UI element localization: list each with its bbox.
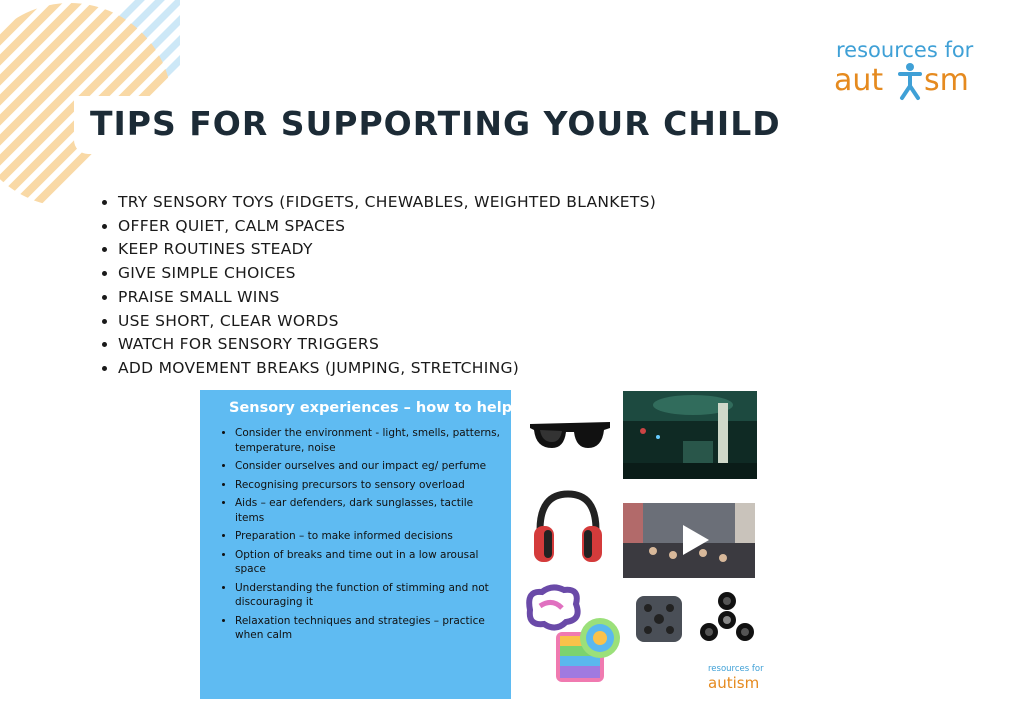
- tip-item: • PRAISE SMALL WINS: [118, 286, 656, 310]
- slide-list-item: • Option of breaks and time out in a low arousal space: [235, 548, 500, 577]
- slide-list-item: • Relaxation techniques and strategies – practice when calm: [235, 614, 500, 643]
- slide-list-item: • Preparation – to make informed decisions: [235, 529, 500, 544]
- logo-wordmark: [832, 60, 992, 102]
- page-title: TIPS FOR SUPPORTING YOUR CHILD: [90, 104, 781, 143]
- slide-list-item: • Consider ourselves and our impact eg/ perfume: [235, 459, 500, 474]
- tip-item: • WATCH FOR SENSORY TRIGGERS: [118, 333, 656, 357]
- ear-defenders-icon: [530, 490, 606, 570]
- slide-list-item: • Understanding the function of stimming and not discouraging it: [235, 581, 500, 610]
- crowd-video-thumbnail: [623, 503, 755, 578]
- tip-item: • OFFER QUIET, CALM SPACES: [118, 215, 656, 239]
- fidget-spinner-icon: [696, 592, 758, 648]
- slide-list-item: • Aids – ear defenders, dark sunglasses, tactile items: [235, 496, 500, 525]
- tip-item: • TRY SENSORY TOYS (FIDGETS, CHEWABLES, WEIGHTED BLANKETS): [118, 191, 656, 215]
- mini-logo-top-text: resources for: [708, 664, 764, 674]
- tips-list: [100, 191, 656, 381]
- slide-text-panel: [200, 390, 511, 699]
- slide-mini-logo: [708, 664, 770, 698]
- tip-item: • ADD MOVEMENT BREAKS (JUMPING, STRETCHING): [118, 357, 656, 381]
- tip-item: • GIVE SIMPLE CHOICES: [118, 262, 656, 286]
- slide-list-item: • Consider the environment - light, smells, patterns, temperature, noise: [235, 426, 500, 455]
- slide-list-item: • Recognising precursors to sensory overload: [235, 478, 500, 493]
- sensory-room-photo: [623, 391, 757, 479]
- tip-item: • KEEP ROUTINES STEADY: [118, 238, 656, 262]
- sensory-slide: [200, 390, 772, 700]
- resources-for-autism-logo: [832, 36, 992, 106]
- slide-list: [220, 426, 500, 647]
- fidget-cube-icon: [632, 590, 688, 646]
- pop-it-toy-icon: [552, 616, 622, 686]
- sunglasses-icon: [528, 418, 612, 458]
- mini-logo-main-text: autism: [708, 674, 760, 692]
- svg-text:sm: sm: [924, 63, 969, 98]
- tip-item: • USE SHORT, CLEAR WORDS: [118, 310, 656, 334]
- slide-title: Sensory experiences – how to help: [229, 400, 513, 416]
- logo-top-text: resources for: [836, 38, 974, 62]
- svg-text:aut: aut: [834, 63, 884, 98]
